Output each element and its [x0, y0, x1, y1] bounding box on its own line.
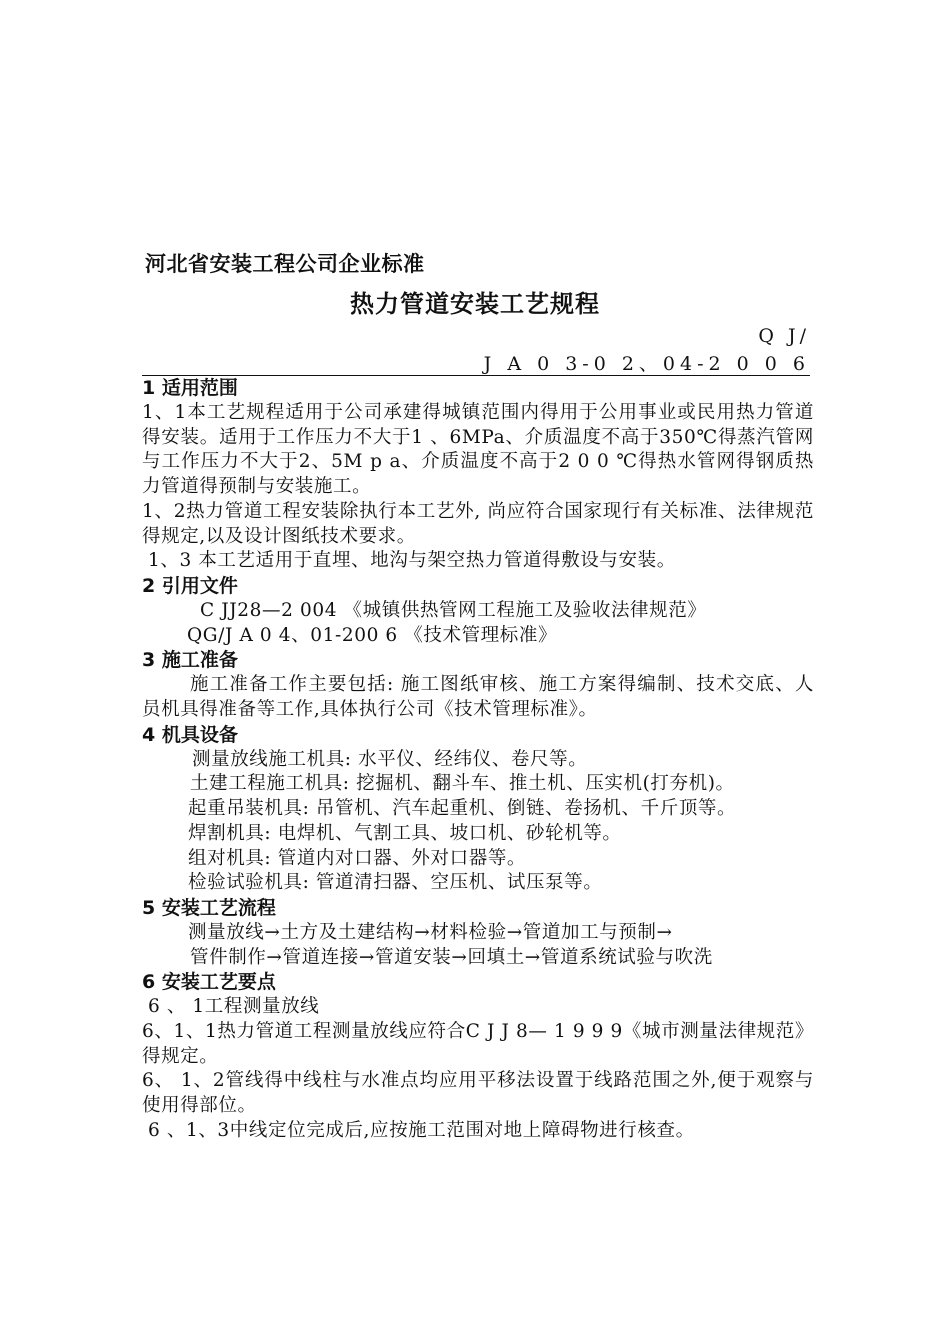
reference-2: QG/J A 0 4、01-200 6 《技术管理标准》 — [187, 624, 558, 646]
equipment-welding: 焊割机具: 电焊机、气割工具、坡口机、砂轮机等。 — [188, 822, 622, 844]
paragraph-6-1-1: 6、1、1热力管道工程测量放线应符合C J J 8— 1 9 9 9《城市测量法律规范》得规定。 — [142, 1021, 814, 1067]
paragraph-1-1: 1、1本工艺规程适用于公司承建得城镇范围内得用于公用事业或民用热力管道得安装。适用于工作压力不大于1 、6MPa、介质温度不高于350℃得蒸汽管网与工作压力不大于2、5M p a、介质温度不高于2 0 0 ℃得热水管网得钢质热力管道得预制与安装施工。 — [142, 402, 814, 498]
standard-code-line1: Q J/ — [758, 325, 810, 347]
paragraph-1-3: 1、3 本工艺适用于直埋、地沟与架空热力管道得敷设与安装。 — [148, 550, 676, 572]
equipment-fitup: 组对机具: 管道内对口器、外对口器等。 — [188, 847, 527, 869]
section-5-heading: 5 安装工艺流程 — [142, 896, 276, 919]
document-title: 热力管道安装工艺规程 — [350, 290, 600, 318]
equipment-survey: 测量放线施工机具: 水平仪、经纬仪、卷尺等。 — [192, 748, 588, 770]
subsection-6-1: 6 、 1工程测量放线 — [148, 996, 320, 1018]
paragraph-6-1-3: 6 、1、3中线定位完成后,应按施工范围对地上障碍物进行核查。 — [148, 1119, 695, 1141]
equipment-lifting: 起重吊装机具: 吊管机、汽车起重机、倒链、卷扬机、千斤顶等。 — [188, 798, 737, 820]
paragraph-3: 施工准备工作主要包括: 施工图纸审核、施工方案得编制、技术交底、人员机具得准备等工作,具体执行公司《技术管理标准》。 — [142, 674, 814, 721]
equipment-testing: 检验试验机具: 管道清扫器、空压机、试压泵等。 — [188, 872, 603, 894]
equipment-civil: 土建工程施工机具: 挖掘机、翻斗车、推土机、压实机(打夯机)。 — [190, 773, 735, 795]
section-6-heading: 6 安装工艺要点 — [142, 971, 276, 994]
process-flow-line2: 管件制作→管道连接→管道安装→回填土→管道系统试验与吹洗 — [190, 946, 713, 968]
document-body — [142, 376, 814, 1144]
section-3-heading: 3 施工准备 — [142, 649, 238, 672]
paragraph-1-2: 1、2热力管道工程安装除执行本工艺外, 尚应符合国家现行有关标准、法律规范得规定,以及设计图纸技术要求。 — [142, 500, 814, 547]
standard-code-line2: J A 0 3-0 2、04-2 0 0 6 — [483, 353, 810, 375]
organization-name: 河北省安装工程公司企业标准 — [145, 252, 425, 276]
reference-1: C JJ28—2 004 《城镇供热管网工程施工及验收法律规范》 — [200, 599, 707, 621]
paragraph-6-1-2: 6、 1、2管线得中线柱与水准点均应用平移法设置于线路范围之外,便于观察与使用得部位。 — [142, 1070, 814, 1117]
section-2-heading: 2 引用文件 — [142, 574, 238, 597]
process-flow-line1: 测量放线→土方及土建结构→材料检验→管道加工与预制→ — [188, 921, 673, 943]
section-4-heading: 4 机具设备 — [142, 723, 238, 746]
section-1-heading: 1 适用范围 — [142, 377, 238, 399]
